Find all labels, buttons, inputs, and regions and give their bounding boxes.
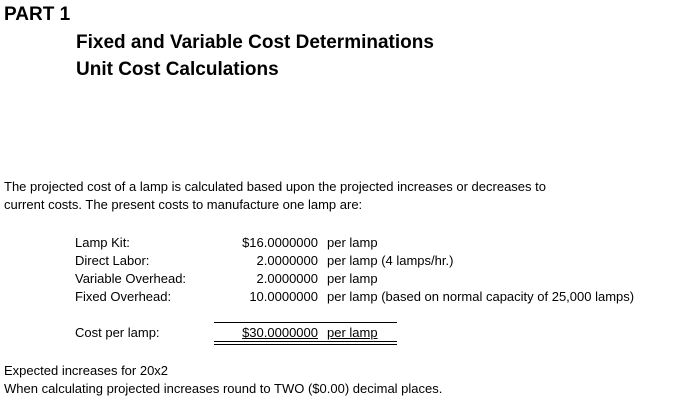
cost-amount-variable-overhead: 2.0000000 xyxy=(256,271,318,286)
cost-unit-lamp-kit: per lamp xyxy=(327,235,378,250)
cost-label-fixed-overhead: Fixed Overhead: xyxy=(75,289,172,304)
cost-unit-direct-labor: per lamp (4 lamps/hr.) xyxy=(327,253,454,268)
total-double-rule xyxy=(214,341,397,345)
cost-label-variable-overhead: Variable Overhead: xyxy=(75,271,187,286)
intro-line: current costs. The present costs to manufacture one lamp are: xyxy=(4,197,363,212)
total-rule-top xyxy=(214,322,397,323)
section-heading-unit-cost: Unit Cost Calculations xyxy=(76,59,279,80)
total-amount: $30.0000000 xyxy=(242,325,318,340)
intro-paragraph xyxy=(4,178,546,214)
cost-unit-fixed-overhead: per lamp (based on normal capacity of 25,000 lamps) xyxy=(327,289,635,304)
footer-expected-increases: Expected increases for 20x2 xyxy=(4,363,169,378)
cost-label-direct-labor: Direct Labor: xyxy=(75,253,150,268)
section-heading-cost-determinations: Fixed and Variable Cost Determinations xyxy=(76,32,434,53)
cost-amount-fixed-overhead: 10.0000000 xyxy=(249,289,318,304)
total-label: Cost per lamp: xyxy=(75,325,160,340)
cost-amount-direct-labor: 2.0000000 xyxy=(256,253,318,268)
cost-label-lamp-kit: Lamp Kit: xyxy=(75,235,130,250)
cost-amount-lamp-kit: $16.0000000 xyxy=(242,235,318,250)
cost-unit-variable-overhead: per lamp xyxy=(327,271,378,286)
total-unit: per lamp xyxy=(327,325,378,340)
intro-line: The projected cost of a lamp is calculated based upon the projected increases or decreases to xyxy=(4,179,546,194)
footer-rounding-instruction: When calculating projected increases round to TWO ($0.00) decimal places. xyxy=(4,381,443,396)
part-label: PART 1 xyxy=(4,4,71,25)
